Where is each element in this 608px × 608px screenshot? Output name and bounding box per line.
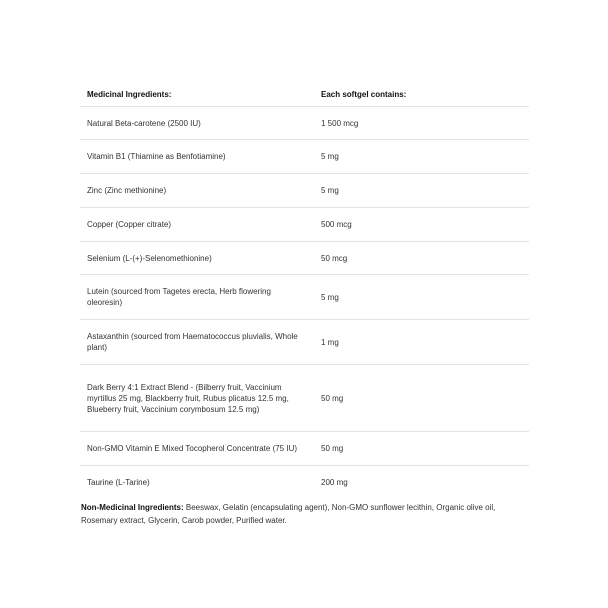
ingredient-amount: 50 mg — [314, 365, 529, 432]
ingredient-amount: 1 500 mcg — [314, 107, 529, 140]
ingredient-amount: 200 mg — [321, 478, 348, 487]
ingredient-name: Taurine (L-Tarine) — [87, 478, 150, 487]
ingredient-amount: 5 mg — [314, 174, 529, 208]
ingredient-amount: 5 mg — [314, 140, 529, 174]
amount-column-header: Each softgel contains: — [314, 82, 529, 107]
ingredient-amount: 5 mg — [314, 275, 529, 320]
ingredient-amount: 1 mg — [314, 320, 529, 365]
table-row — [80, 365, 529, 432]
ingredient-name: Vitamin B1 (Thiamine as Benfotiamine) — [80, 140, 314, 174]
table-row — [80, 107, 529, 140]
ingredient-name: Non-GMO Vitamin E Mixed Tocopherol Concentrate (75 IU) — [80, 432, 314, 466]
ingredient-amount: 50 mcg — [314, 242, 529, 275]
ingredient-column-header: Medicinal Ingredients: — [80, 82, 314, 107]
table-row — [80, 140, 529, 174]
table-row — [80, 242, 529, 275]
table-row — [80, 320, 529, 365]
ingredient-name: Lutein (sourced from Tagetes erecta, Herb flowering oleoresin) — [80, 275, 314, 320]
ingredient-name: Zinc (Zinc methionine) — [80, 174, 314, 208]
medicinal-ingredients-table — [80, 82, 529, 499]
table-row — [80, 466, 529, 500]
table-header-row — [80, 82, 529, 107]
ingredient-name: Astaxanthin (sourced from Haematococcus pluvialis, Whole plant) — [80, 320, 314, 365]
table-row — [80, 275, 529, 320]
non-medicinal-text: Beeswax, Gelatin (encapsulating agent), Non-GMO sunflower lecithin, Organic olive oil, Rosemary extract, Glycerin, Carob powder, Purified water. — [81, 503, 496, 525]
ingredient-amount: 50 mg — [314, 432, 529, 466]
ingredient-amount: 500 mcg — [314, 208, 529, 242]
table-row — [80, 174, 529, 208]
non-medicinal-ingredients — [81, 501, 531, 527]
ingredient-name: Dark Berry 4:1 Extract Blend - (Bilberry fruit, Vaccinium myrtillus 25 mg, Blackberry fruit, Rubus plicatus 12.5 mg, Blueberry fruit, Vaccinium corymbosum 12.5 mg) — [80, 365, 314, 432]
ingredient-name: Selenium (L-(+)-Selenomethionine) — [80, 242, 314, 275]
table-row — [80, 432, 529, 466]
ingredient-name: Copper (Copper citrate) — [80, 208, 314, 242]
ingredient-name: Natural Beta-carotene (2500 IU) — [80, 107, 314, 140]
non-medicinal-label: Non-Medicinal Ingredients: — [81, 503, 184, 512]
table-row — [80, 208, 529, 242]
